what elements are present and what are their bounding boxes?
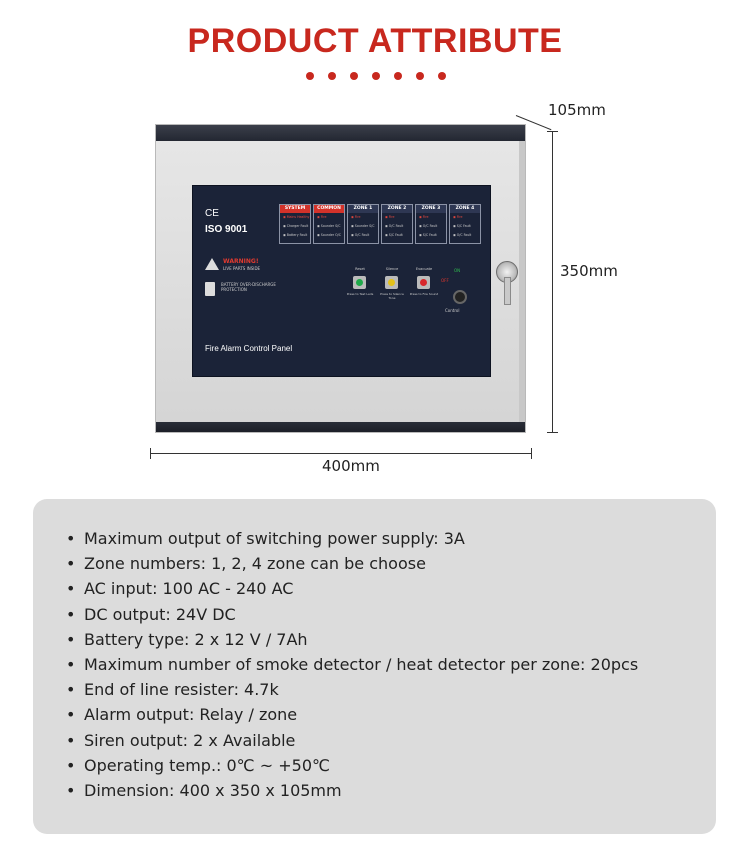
spec-item (66, 580, 638, 605)
zone-led: ◉ Fire (385, 215, 395, 219)
height-tick-bottom (547, 432, 558, 433)
key-icon (504, 277, 511, 305)
spec-item (66, 631, 638, 656)
zone-header: ZONE 3 (416, 205, 446, 213)
cabinet-top (156, 125, 525, 141)
width-label: 400mm (322, 457, 380, 475)
depth-label: 105mm (548, 101, 606, 119)
zone-led: ◉ Sounder S/C (351, 224, 375, 228)
dot (306, 72, 314, 80)
width-tick-left (150, 448, 151, 459)
bullet-icon: • (66, 654, 76, 674)
key-off: OFF (441, 278, 449, 283)
zone-block (381, 204, 413, 244)
width-line (150, 453, 531, 454)
bullet-icon: • (66, 730, 76, 750)
spec-text: DC output: 24V DC (84, 604, 236, 624)
bullet-icon: • (66, 629, 76, 649)
key-switch (441, 268, 469, 320)
zone-led: ◉ S/C Fault (453, 224, 471, 228)
spec-text: Dimension: 400 x 350 x 105mm (84, 780, 342, 800)
panel-button-evacuate (417, 276, 430, 289)
title-dots (306, 72, 446, 80)
zone-led: ◉ O/C Fault (385, 224, 404, 228)
zone-led: ◉ Fire (351, 215, 361, 219)
zone-led: ◉ O/C Fault (453, 233, 472, 237)
zone-header: SYSTEM (280, 205, 310, 213)
zone-led: ◉ Fire (419, 215, 429, 219)
height-line (552, 131, 553, 432)
panel-title: Fire Alarm Control Panel (205, 344, 293, 353)
spec-item (66, 656, 638, 681)
zone-header: COMMON (314, 205, 344, 213)
warning-label (205, 258, 265, 274)
zone-led: ◉ Sounder S/C (317, 224, 341, 228)
dot (350, 72, 358, 80)
spec-text: Battery type: 2 x 12 V / 7Ah (84, 629, 308, 649)
zone-led: ◉ O/C Fault (351, 233, 370, 237)
height-label: 350mm (560, 262, 618, 280)
zone-block (279, 204, 311, 244)
spec-text: Maximum output of switching power supply: 3A (84, 529, 465, 548)
key-label: Control (445, 308, 460, 313)
panel-button-desc: Press to Fire Sound (409, 292, 439, 296)
zone-led: ◉ S/C Fault (419, 233, 437, 237)
spec-item (66, 681, 638, 706)
spec-item (66, 530, 638, 555)
spec-text: Maximum number of smoke detector / heat detector per zone: 20pcs (84, 654, 639, 674)
zone-block (313, 204, 345, 244)
zone-led: ◉ Mains Healthy (283, 215, 310, 219)
panel-button-desc: Press to Test Leds (346, 292, 374, 296)
zone-led: ◉ Battery Fault (283, 233, 308, 237)
bullet-icon: • (66, 604, 76, 624)
page-title: PRODUCT ATTRIBUTE (187, 22, 563, 60)
zone-block (347, 204, 379, 244)
button-led (356, 279, 363, 286)
cabinet-side (519, 141, 525, 422)
dot (328, 72, 336, 80)
spec-item (66, 555, 638, 580)
panel-button-label: Reset (355, 267, 365, 271)
spec-item (66, 732, 638, 757)
spec-text: Operating temp.: 0℃ ~ +50℃ (84, 755, 330, 775)
button-led (388, 279, 395, 286)
warning-sub: LIVE PARTS INSIDE (223, 266, 261, 271)
battery-note: BATTERY OVER-DISCHARGE PROTECTION (221, 282, 276, 292)
zone-block (449, 204, 481, 244)
zone-led: ◉ O/C Fault (419, 224, 438, 228)
spec-item (66, 782, 638, 807)
battery-icon (205, 282, 215, 296)
spec-text: Alarm output: Relay / zone (84, 705, 298, 725)
zone-led: ◉ Fire (453, 215, 463, 219)
panel-button-reset (353, 276, 366, 289)
height-tick-top (547, 131, 558, 132)
spec-text: Siren output: 2 x Available (84, 730, 296, 750)
dot (394, 72, 402, 80)
control-panel-front (192, 185, 491, 377)
spec-text: Zone numbers: 1, 2, 4 zone can be choose (84, 554, 426, 574)
key-on: ON (454, 268, 461, 273)
bullet-icon: • (66, 554, 76, 574)
bullet-icon: • (66, 680, 76, 700)
bullet-icon: • (66, 780, 76, 800)
spec-text: End of line resister: 4.7k (84, 680, 279, 700)
warning-text: WARNING! (223, 258, 259, 265)
key-dial (453, 290, 467, 304)
spec-item (66, 706, 638, 731)
width-tick-right (531, 448, 532, 459)
cabinet-bottom (156, 422, 525, 432)
panel-button-silence (385, 276, 398, 289)
zone-led: ◉ Fire (317, 215, 327, 219)
zone-led: ◉ Sounder O/C (317, 233, 341, 237)
panel-button-desc: Press to Silence Tone (380, 292, 404, 300)
panel-button-label: Evacuate (415, 267, 433, 271)
zone-led: ◉ Charger Fault (283, 224, 309, 228)
zone-indicators (279, 204, 481, 244)
product-image (155, 124, 526, 433)
spec-text: AC input: 100 AC - 240 AC (84, 579, 294, 599)
zone-led: ◉ S/C Fault (385, 233, 403, 237)
panel-button-label: Silence (385, 267, 399, 271)
zone-header: ZONE 2 (382, 205, 412, 213)
bullet-icon: • (66, 529, 76, 548)
ce-mark: CE (205, 208, 219, 219)
dot (372, 72, 380, 80)
warning-icon (205, 258, 219, 270)
zone-block (415, 204, 447, 244)
iso-mark: ISO 9001 (205, 224, 248, 235)
spec-item (66, 757, 638, 782)
zone-header: ZONE 4 (450, 205, 480, 213)
bullet-icon: • (66, 579, 76, 599)
bullet-icon: • (66, 705, 76, 725)
zone-header: ZONE 1 (348, 205, 378, 213)
button-led (420, 279, 427, 286)
specs-list (66, 530, 638, 807)
bullet-icon: • (66, 755, 76, 775)
spec-item (66, 606, 638, 631)
dot (438, 72, 446, 80)
dot (416, 72, 424, 80)
